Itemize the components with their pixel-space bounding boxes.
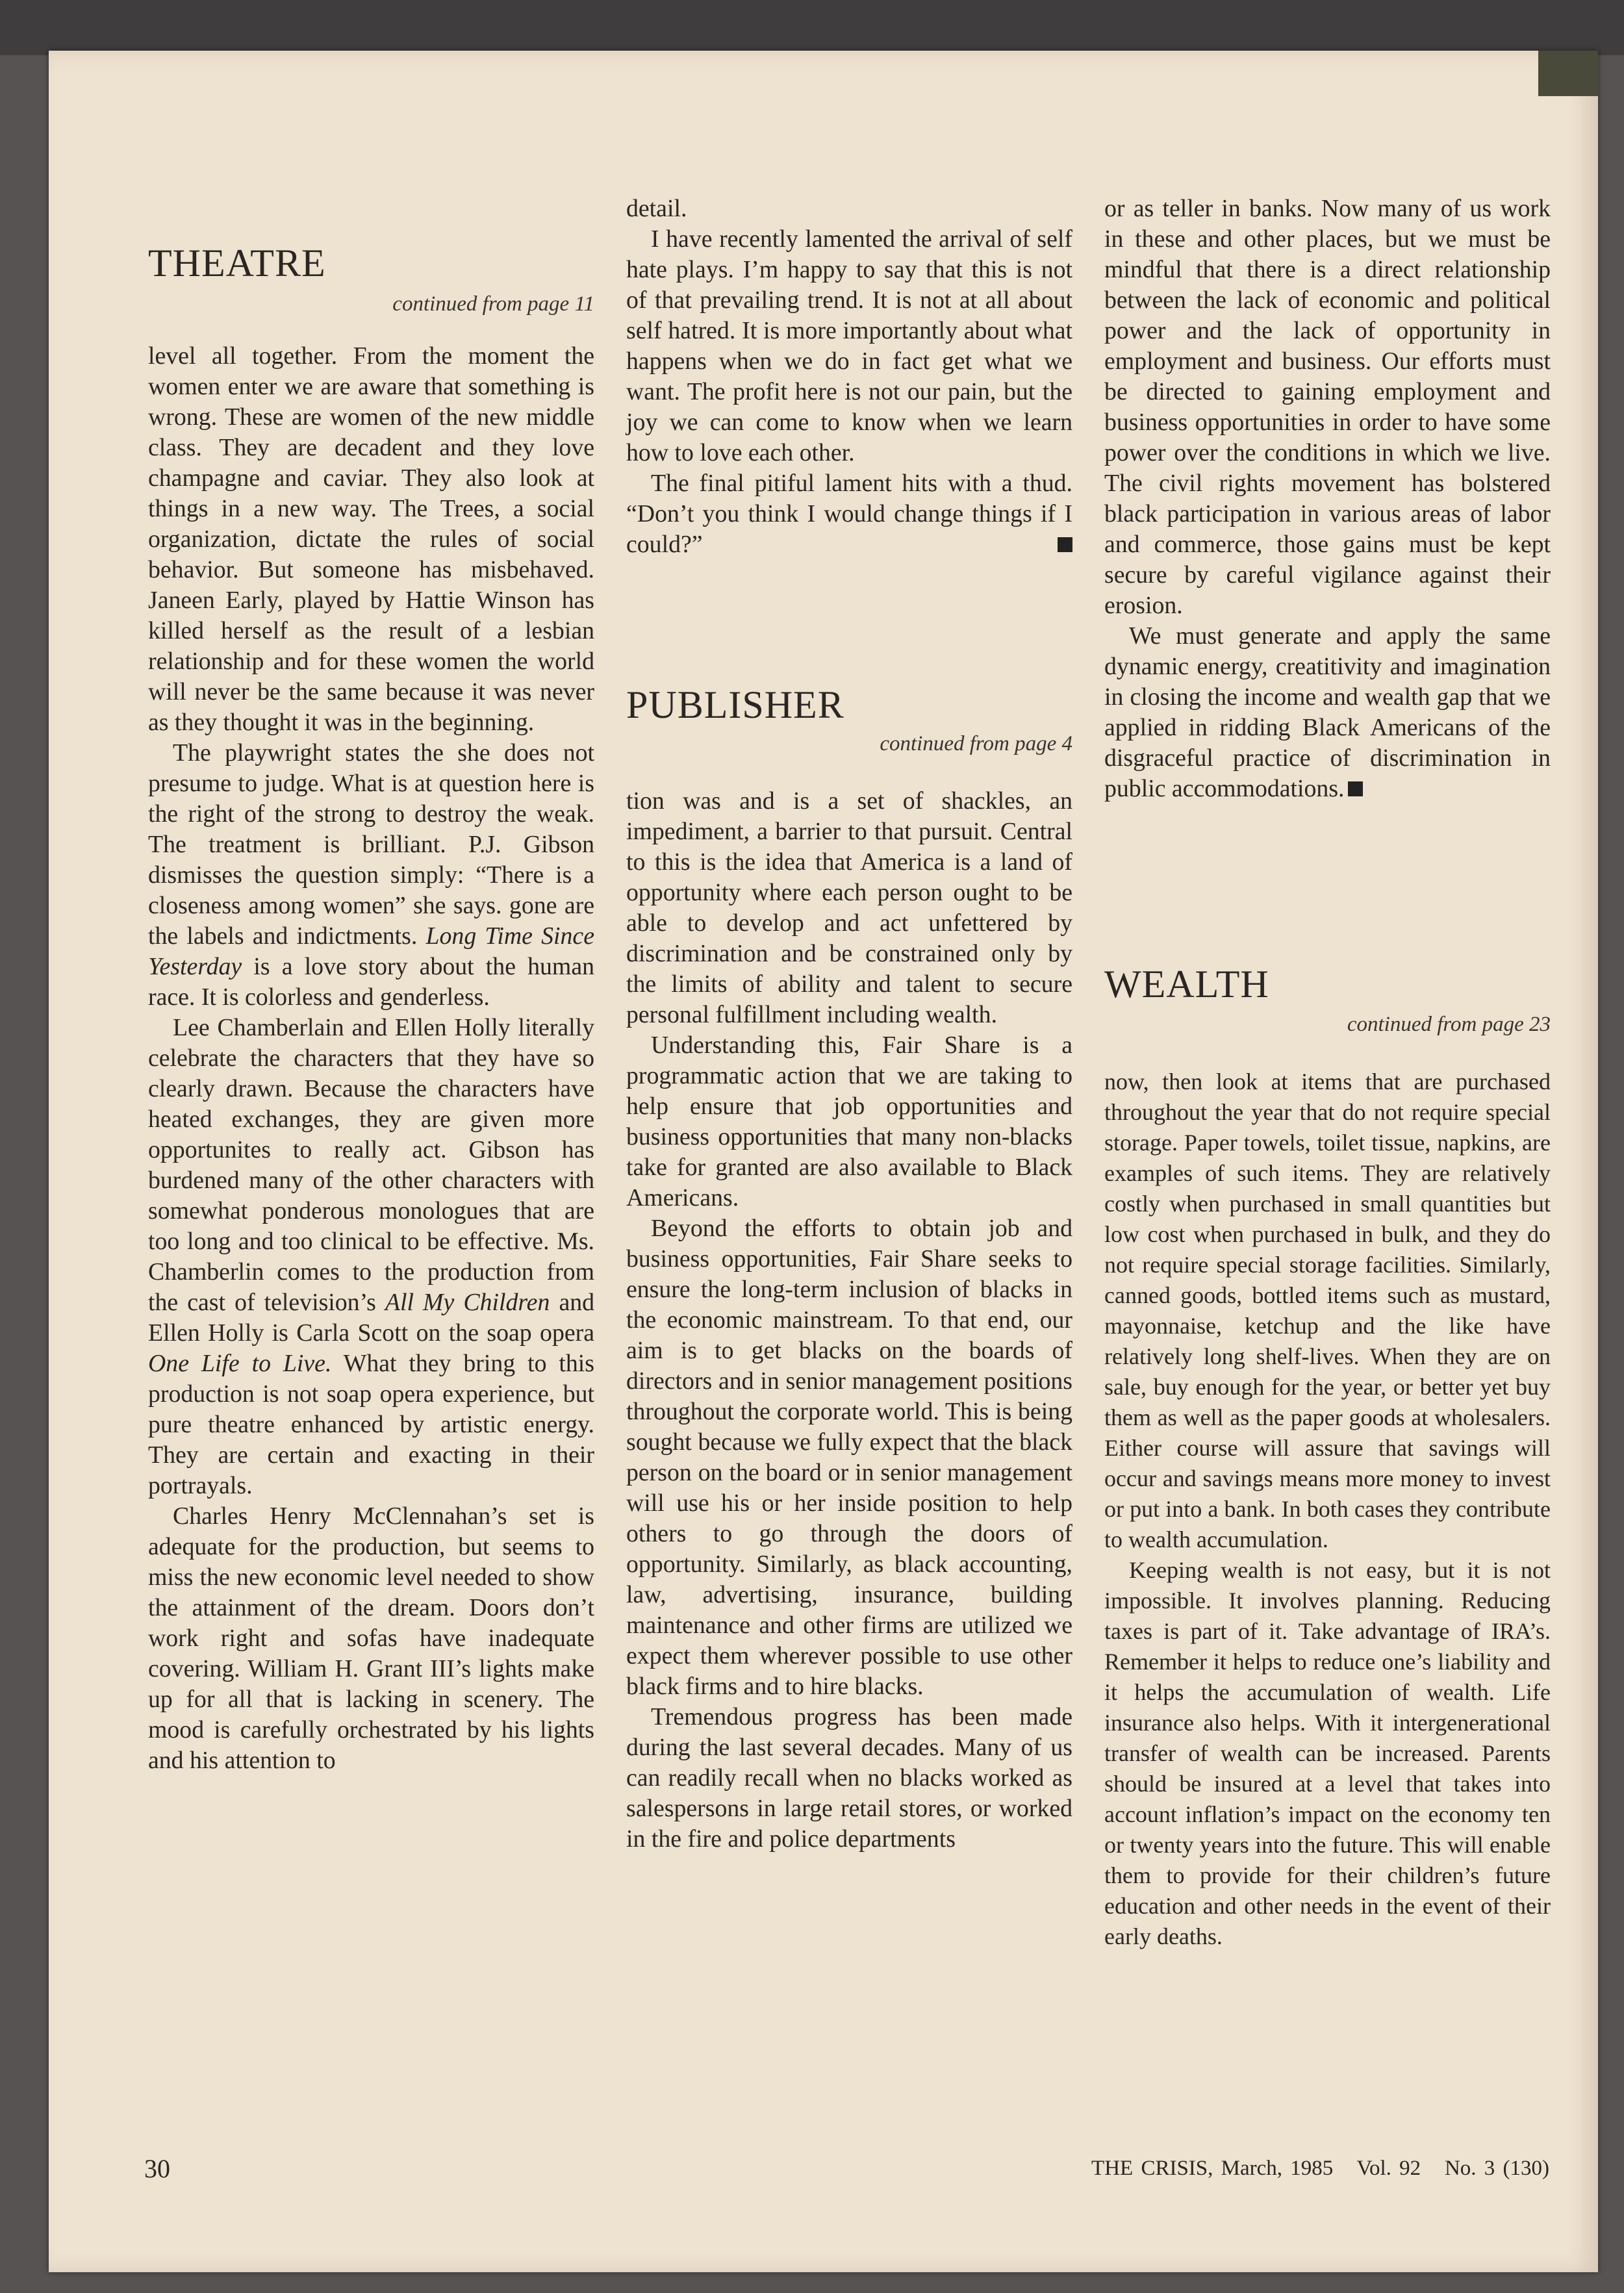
wealth-heading: WEALTH <box>1104 963 1269 1006</box>
theatre-paragraph: detail. <box>626 195 687 222</box>
publisher-paragraph: Beyond the efforts to obtain job and business opportunities, Fair Share seeks to ensure the long-term inclusion of blacks in the economic mainstream. To that end, our aim is to get blacks on the boards of directors and in senior management positions throughout the corporate world. This is being sought because we fully expect that the black person on the board or in senior management will use his or her inside position to help others to go through the doors of opportunity. Similarly, as black accounting, law, advertising, insurance, building maintenance and other firms are utilized we expect them wherever possible to use other black firms and to hire blacks. <box>626 1215 1072 1700</box>
publisher-paragraph: or as teller in banks. Now many of us work in these and other places, but we must be mindful that there is a direct relationship between the lack of economic and political power and the lack of opportunity in employment and business. Our efforts must be directed to gaining employment and business opportunities in order to have some power over the conditions in which we live. The civil rights movement has bolstered black participation in various areas of labor and commerce, those gains must be kept secure by careful vigilance against their erosion. <box>1104 195 1551 619</box>
wealth-continued-note: continued from page 23 <box>1347 1013 1551 1036</box>
end-of-article-icon <box>1058 537 1072 552</box>
theatre-paragraph: The final pitiful lament hits with a thud. “Don’t you think I would change things if I could?” <box>626 470 1072 558</box>
publisher-paragraph: We must generate and apply the same dynamic energy, creatitivity and imagination in closing the income and wealth gap that we applied in ridding Black Americans of the disgraceful practice of discrimination in public accommodations. <box>1104 622 1551 802</box>
theatre-paragraph: I have recently lamented the arrival of self hate plays. I’m happy to say that this is not of that prevailing trend. It is not at all about self hatred. It is more importantly about what happens when we do in fact get what we want. The profit here is not our pain, but the joy we can come to know when we learn how to love each other. <box>626 225 1072 466</box>
theatre-paragraph: The playwright states the she does not presume to judge. What is at question here is the right of the strong to destroy the weak. The treatment is brilliant. P.J. Gibson dismisses the question simply: “There is a closeness among women” she says. gone are the labels and indictments. Long Time Since Yesterday is a love story about the human race. It is colorless and genderless. <box>148 739 595 1011</box>
page-number: 30 <box>144 2154 170 2183</box>
adjacent-page-edge <box>1538 51 1598 96</box>
scan-background <box>0 0 1624 55</box>
publisher-paragraph: tion was and is a set of shackles, an impediment, a barrier to that pursuit. Central to this is the idea that America is a land of opportunity where each person ought to be able to develop and act unfettered by discrimination and be constrained only by the limits of ability and talent to secure personal fulfillment including wealth. <box>626 787 1072 1028</box>
publisher-paragraph: Tremendous progress has been made during the last several decades. Many of us can readily recall when no blacks worked as salespersons in large retail stores, or worked in the fire and police departments <box>626 1703 1072 1853</box>
publisher-heading: PUBLISHER <box>626 683 844 726</box>
publisher-body <box>626 786 1072 1855</box>
wealth-body <box>1104 1067 1551 1952</box>
publisher-paragraph: Understanding this, Fair Share is a programmatic action that we are taking to help ensure that job opportunities and business opportunities that many non-blacks take for granted are also available to Black Americans. <box>626 1032 1072 1211</box>
theatre-continued-note: continued from page 11 <box>392 292 594 316</box>
column-2 <box>626 194 1072 560</box>
theatre-paragraph: Lee Chamberlain and Ellen Holly literally celebrate the characters that they have so clearly drawn. Because the characters have heated exchanges, they are given more opportunites to really act. Gibson has burdened many of the other characters with somewhat ponderous monologues that are too long and too clinical to be effective. Ms. Chamberlin comes to the production from the cast of television’s All My Children and Ellen Holly is Carla Scott on the soap opera One Life to Live. What they bring to this production is not soap opera experience, but pure theatre enhanced by artistic energy. They are certain and exacting in their portrayals. <box>148 1014 595 1499</box>
theatre-heading: THEATRE <box>148 242 326 285</box>
column-3 <box>1104 194 1551 804</box>
column-1 <box>148 341 594 1776</box>
publication-footer: THE CRISIS, March, 1985 Vol. 92 No. 3 (130) <box>1091 2157 1549 2180</box>
publisher-continued-note: continued from page 4 <box>880 732 1072 755</box>
end-of-article-icon <box>1348 781 1363 796</box>
theatre-paragraph: level all together. From the moment the women enter we are aware that something is wrong. These are women of the new middle class. They are decadent and they love champagne and caviar. They also look at things in a new way. The Trees, a social organization, dictate the rules of social behavior. But someone has misbehaved. Janeen Early, played by Hattie Winson has killed herself as the result of a lesbian relationship and for these women the world will never be the same because it was never as they thought it was in the beginning. <box>148 342 594 736</box>
wealth-paragraph: Keeping wealth is not easy, but it is not impossible. It involves planning. Reducing taxes is part of it. Take advantage of IRA’s. Remember it helps to reduce one’s liability and it helps the accumulation of wealth. Life insurance also helps. With it intergenerational transfer of wealth can be increased. Parents should be insured at a level that takes into account inflation’s impact on the economy ten or twenty years into the future. This will enable them to provide for their children’s future education and other needs in the event of their early deaths. <box>1104 1557 1551 1949</box>
wealth-paragraph: now, then look at items that are purchased throughout the year that do not require special storage. Paper towels, toilet tissue, napkins, are examples of such items. They are relatively costly when purchased in small quantities but low cost when purchased in bulk, and they do not require special storage facilities. Similarly, canned goods, bottled items such as mustard, mayonnaise, ketchup and the like have relatively long shelf-lives. When they are on sale, buy enough for the year, or better yet buy them as well as the paper goods at wholesalers. Either course will assure that savings will occur and savings means more money to invest or put into a bank. In both cases they contribute to wealth accumulation. <box>1104 1069 1551 1552</box>
theatre-paragraph: Charles Henry McClennahan’s set is adequate for the production, but seems to miss the new economic level needed to show the attainment of the dream. Doors don’t work right and sofas have inadequate covering. William H. Grant III’s lights make up for all that is lacking in scenery. The mood is carefully orchestrated by his lights and his attention to <box>148 1502 594 1774</box>
